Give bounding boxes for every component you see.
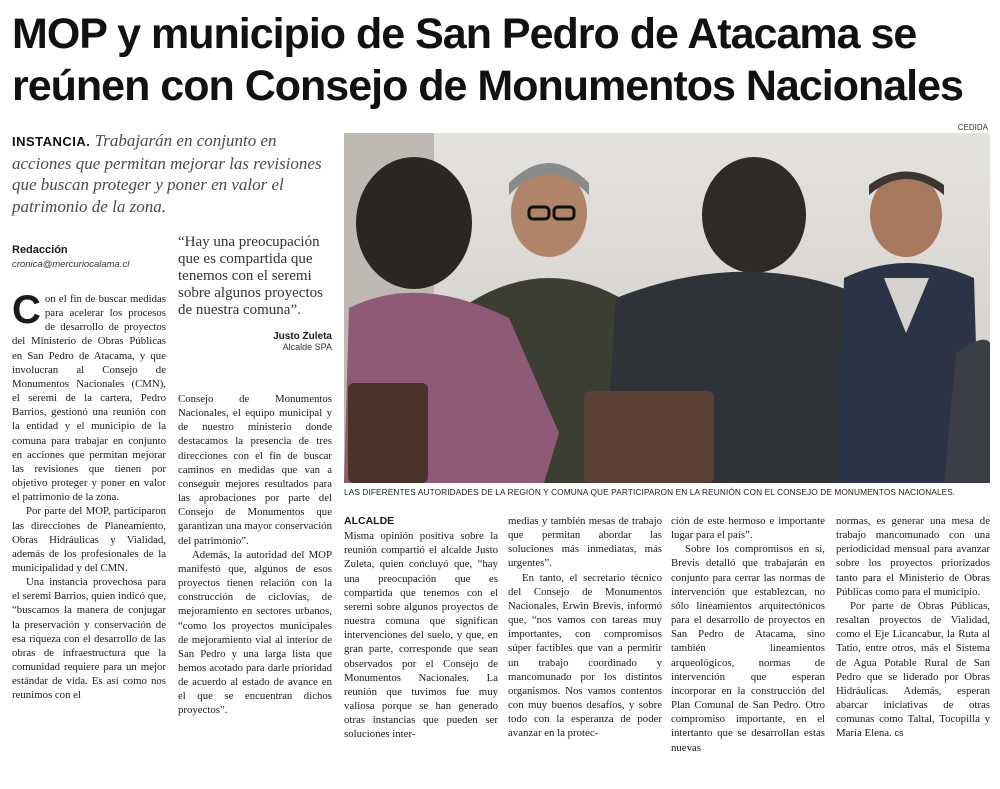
pull-quote-author: Justo Zuleta bbox=[273, 331, 332, 342]
end-mark: cs bbox=[894, 728, 904, 739]
column-5 bbox=[671, 514, 825, 755]
paragraph: Por parte del MOP, participaron las direcciones de Planeamiento, Obras Hidráulicas y Vialidad, además de los profesionales de la municipalidad y del CMN. bbox=[12, 505, 166, 574]
lede-text: Trabajarán en conjunto en acciones que permitan mejorar las revisiones que buscan proteger y poner en valor el patrimonio de la zona. bbox=[12, 131, 322, 216]
paragraph: Sobre los compromisos en sí, Brevis detalló que trabajarán en conjunto para cerrar las normas de intervención que establezcan, no sólo lineamientos arquitectónicos para el desarrollo de proyectos en San Pedro de Atacama, sino también lineamientos arqueológicos, normas de intervención que esperan incorporar en la construcción del Plan Comunal de San Pedro. Otro compromiso importante, en el intertanto que se desarrollan estas nuevas bbox=[671, 543, 825, 754]
column-1 bbox=[12, 288, 166, 703]
paragraph: medias y también mesas de trabajo que permitan abordar las soluciones más inmediatas, más urgentes”. bbox=[508, 515, 662, 570]
paragraph bbox=[12, 288, 166, 504]
meeting-photo-illustration bbox=[344, 133, 990, 483]
pull-quote bbox=[178, 234, 332, 352]
paragraph: Una instancia provechosa para el seremi Barrios, quien indicó que, “buscamos la manera de conjugar la preservación y conservación de esa riqueza con el desarrollo de las obras de infraestructura que la comunidad requiere para un mejor estándar de vida. Es así como nos reunimos con el bbox=[12, 576, 166, 702]
photo-caption: LAS DIFERENTES AUTORIDADES DE LA REGIÓN Y COMUNA QUE PARTICIPARON EN LA REUNIÓN CON EL CONSEJO DE MONUMENTOS NACIONALES. bbox=[344, 487, 956, 497]
paragraph: normas, es generar una mesa de trabajo mancomunado con una periodicidad mensual para avanzar sobre los proyectos priorizados tanto para el Ministerio de Obras Públicas como para el municipio. bbox=[836, 515, 990, 598]
paragraph-text: on el fin de buscar medidas para acelerar los procesos de desarrollo de proyectos del Ministerio de Obras Públicas en San Pedro de Atacama, y que involucran al Consejo de Monumentos Nacionales (CMN), el seremi de la cartera, Pedro Barrios, gestionó una reunión con la entidad y el municipio de la comuna para trabajar en conjunto en acciones que permitan mejorar las revisiones que tienen por objetivo proteger y poner en valor el patrimonio de la zona. bbox=[12, 293, 166, 504]
pull-quote-text: “Hay una preocupación que es compartida que tenemos con el seremi sobre algunos proyectos de nuestra comuna”. bbox=[178, 234, 323, 318]
drop-cap: C bbox=[12, 288, 41, 332]
section-subhead: ALCALDE bbox=[344, 515, 395, 527]
lede-kicker: INSTANCIA. bbox=[12, 134, 91, 149]
paragraph: Además, la autoridad del MOP manifestó que, algunos de esos proyectos tienen relación con la construcción de ciclovías, de mejoramiento en sectores urbanos, “como los proyectos municipales de mejoramiento vial al interior de San Pedro y una larga lista que hemos acotado para darle prioridad de acuerdo al estado de avance en el que se encuentran dichos proyectos”. bbox=[178, 548, 332, 717]
headline: MOP y municipio de San Pedro de Atacama se reúnen con Consejo de Monumentos Nacionales bbox=[12, 10, 963, 110]
byline bbox=[12, 244, 172, 270]
column-2 bbox=[178, 392, 332, 718]
pull-quote-role: Alcalde SPA bbox=[282, 342, 332, 352]
column-4 bbox=[508, 514, 662, 741]
paragraph bbox=[836, 599, 990, 741]
column-3 bbox=[344, 514, 498, 742]
byline-email[interactable]: cronica@mercuriocalama.cl bbox=[12, 259, 130, 270]
column-6 bbox=[836, 514, 990, 741]
meeting-photo bbox=[344, 133, 990, 483]
byline-name: Redacción bbox=[12, 244, 68, 256]
paragraph: Misma opinión positiva sobre la reunión compartió el alcalde Justo Zuleta, quien concluyó que, “hay una preocupación que es compartida que tenemos con el seremi sobre algunos proyectos de nuestra comuna que significan intervenciones del suelo, y que, en gran parte, corresponde que sean observados por el Consejo de Monumentos Nacionales. La reunión que tuvimos fue muy valiosa porque se han generado otras instancias que pueden ser soluciones inter- bbox=[344, 530, 498, 741]
paragraph-text: Por parte de Obras Públicas, resaltan proyectos de Vialidad, como el Eje Licancabur, la Ruta al Tatio, entre otros, más el Sistema de Agua Potable Rural de San Pedro que se liderado por Obras Hidráulicas. Además, esperan abarcar iniciativas de otras comunas como Taltal, Tocopilla y María Elena. bbox=[836, 599, 990, 740]
lede bbox=[12, 130, 330, 217]
paragraph: ción de este hermoso e importante lugar para el país”. bbox=[671, 515, 825, 542]
photo-credit: CEDIDA bbox=[957, 123, 988, 132]
paragraph: En tanto, el secretario técnico del Consejo de Monumentos Nacionales, Erwin Brevis, informó que, “nos vamos con tareas muy importantes, con compromisos súper factibles que van a permitir un trabajo coordinado y mancomunado por los distintos organismos. Nos vamos contentos con muy buenos desafíos, y sobre todo con la esperanza de poder avanzar en la protec- bbox=[508, 571, 662, 740]
paragraph: Consejo de Monumentos Nacionales, el equipo municipal y de nuestro ministerio donde destacamos la presencia de tres direcciones con el fin de buscar caminos en medidas que van a conseguir mejores resultados para las aprobaciones por parte del Consejo de Monumentos que garantizan una mayor conservación del patrimonio”. bbox=[178, 393, 332, 547]
